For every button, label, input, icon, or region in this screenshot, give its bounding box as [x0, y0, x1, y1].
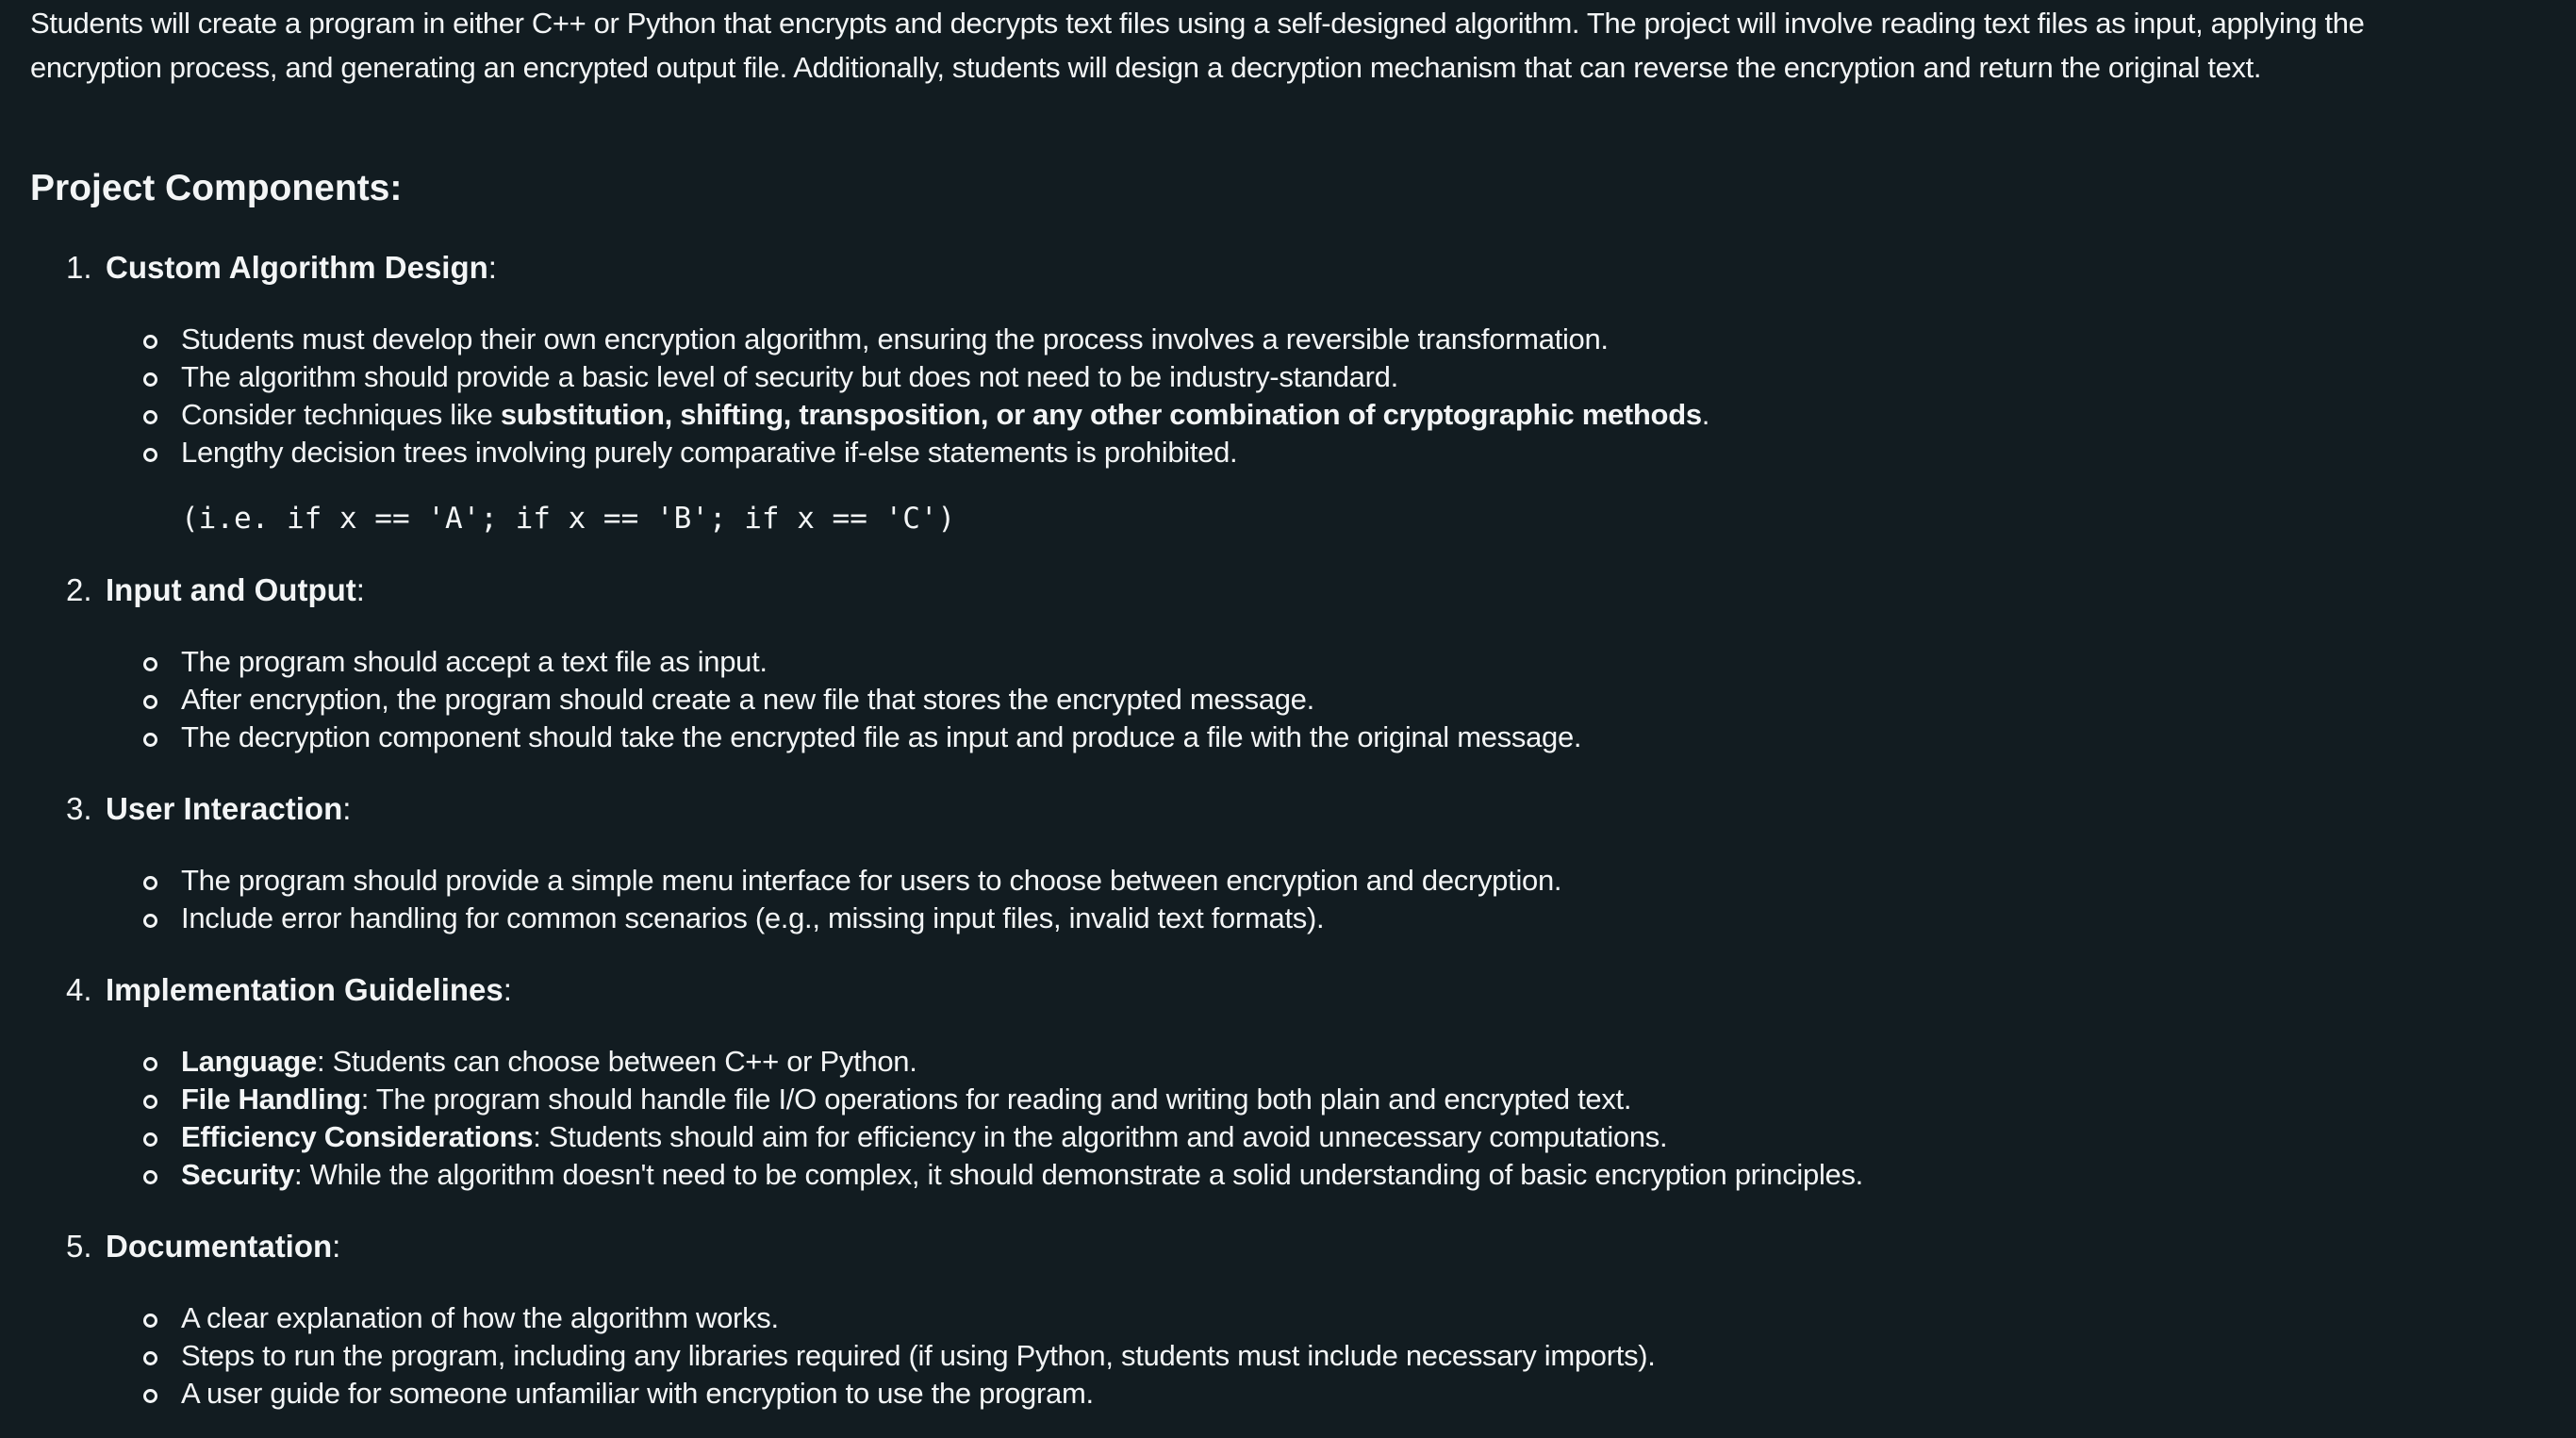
bullet-text-bold: Security — [181, 1158, 294, 1191]
component-name: Documentation — [106, 1229, 333, 1264]
component-number: 3. — [66, 791, 92, 826]
bullet-text-bold: File Handling — [181, 1083, 361, 1116]
component-title — [66, 1228, 340, 1265]
bullet-item — [143, 1337, 1656, 1375]
bullet-item — [143, 1043, 1863, 1081]
component-number: 1. — [66, 250, 92, 285]
bullet-text-post: . — [1701, 398, 1710, 431]
component-bullets — [143, 862, 1561, 937]
component-name: Implementation Guidelines — [106, 972, 504, 1007]
bullet-text-post: : Students should aim for efficiency in the algorithm and avoid unnecessary computations. — [533, 1120, 1668, 1153]
component-title — [66, 571, 365, 609]
bullet-text: Steps to run the program, including any libraries required (if using Python, students must include necessary imports). — [181, 1339, 1656, 1372]
intro-paragraph — [30, 0, 2557, 90]
bullet-item — [143, 900, 1561, 937]
bullet-text-post: : Students can choose between C++ or Python. — [317, 1045, 917, 1078]
intro-line-1: Students will create a program in either C++ or Python that encrypts and decrypts text files using a self-designed algorithm. The project will involve reading text files as input, applying the — [30, 7, 2365, 40]
component-bullets — [143, 643, 1581, 756]
bullet-item — [143, 1118, 1863, 1156]
intro-line-2: encryption process, and generating an encrypted output file. Additionally, students will design a decryption mechanism that can reverse the encryption and return the original text. — [30, 51, 2262, 84]
bullet-text: The algorithm should provide a basic level of security but does not need to be industry-standard. — [181, 360, 1398, 393]
component-colon: : — [332, 1229, 341, 1264]
bullet-text: Students must develop their own encryption algorithm, ensuring the process involves a reversible transformation. — [181, 322, 1609, 355]
bullet-text: The program should provide a simple menu interface for users to choose between encryption and decryption. — [181, 864, 1562, 897]
bullet-text: A user guide for someone unfamiliar with encryption to use the program. — [181, 1377, 1094, 1410]
component-number: 4. — [66, 972, 92, 1007]
bullet-item — [143, 321, 1709, 358]
bullet-text-post: : While the algorithm doesn't need to be complex, it should demonstrate a solid understanding of basic encryption principles. — [293, 1158, 1863, 1191]
bullet-text: The program should accept a text file as input. — [181, 645, 768, 678]
component-name: User Interaction — [106, 791, 343, 826]
section-heading: Project Components: — [30, 168, 403, 208]
bullet-text-bold: Efficiency Considerations — [181, 1120, 534, 1153]
component-title — [66, 249, 497, 287]
bullet-text-pre: Consider techniques like — [181, 398, 501, 431]
component-title — [66, 790, 351, 828]
bullet-item — [143, 1299, 1656, 1337]
component-bullets — [143, 321, 1709, 471]
bullet-text-bold: Language — [181, 1045, 318, 1078]
document-page — [30, 0, 2557, 1410]
bullet-item — [143, 434, 1709, 471]
component-colon: : — [487, 250, 497, 285]
bullet-text: Lengthy decision trees involving purely comparative if-else statements is prohibited. — [181, 436, 1238, 469]
bullet-item — [143, 1081, 1863, 1118]
component-name: Input and Output — [106, 572, 356, 607]
component-colon: : — [503, 972, 512, 1007]
bullet-text: After encryption, the program should create a new file that stores the encrypted message. — [181, 683, 1314, 716]
component-bullets — [143, 1299, 1656, 1413]
component-colon: : — [355, 572, 365, 607]
bullet-item — [143, 1375, 1656, 1413]
bullet-text-post: : The program should handle file I/O operations for reading and writing both plain and encrypted text. — [360, 1083, 1632, 1116]
component-title — [66, 971, 512, 1009]
code-example: (i.e. if x == 'A'; if x == 'B'; if x == 'C') — [181, 502, 956, 536]
bullet-item — [143, 862, 1561, 900]
component-name: Custom Algorithm Design — [106, 250, 488, 285]
component-number: 5. — [66, 1229, 92, 1264]
bullet-text: A clear explanation of how the algorithm works. — [181, 1301, 779, 1334]
component-bullets — [143, 1043, 1863, 1194]
component-colon: : — [342, 791, 352, 826]
bullet-item — [143, 643, 1581, 681]
bullet-item — [143, 1156, 1863, 1194]
bullet-text: Include error handling for common scenarios (e.g., missing input files, invalid text formats). — [181, 901, 1325, 934]
bullet-text-bold: substitution, shifting, transposition, or any other combination of cryptographic methods — [500, 398, 1702, 431]
bullet-item — [143, 396, 1709, 434]
bullet-item — [143, 681, 1581, 719]
bullet-item — [143, 358, 1709, 396]
bullet-item — [143, 719, 1581, 756]
bullet-text: The decryption component should take the encrypted file as input and produce a file with the original message. — [181, 720, 1582, 753]
component-number: 2. — [66, 572, 92, 607]
